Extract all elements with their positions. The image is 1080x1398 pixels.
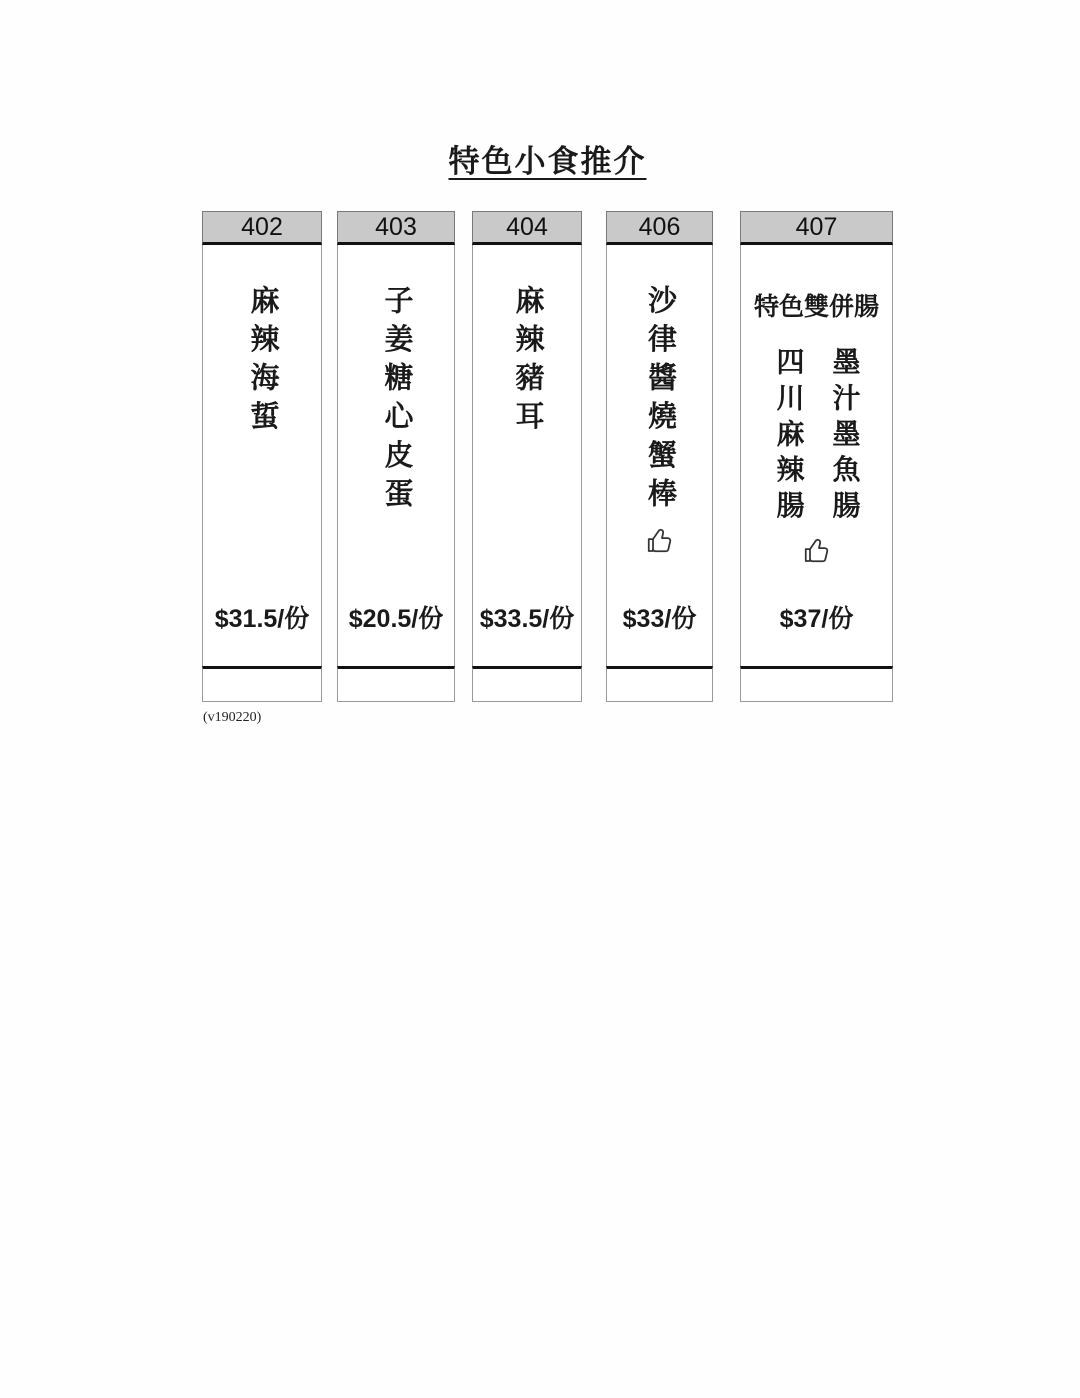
- item-code: 406: [638, 212, 681, 241]
- item-price: $20.5/份: [348, 605, 444, 633]
- item-body: [740, 245, 893, 666]
- item-code-badge: [337, 211, 455, 245]
- item-subname-right: 墨汁墨魚腸: [829, 347, 861, 527]
- menu-item-card-407: [740, 211, 893, 702]
- item-footer-cell: [606, 666, 713, 702]
- item-body: [202, 245, 322, 666]
- menu-item-card-403: [337, 211, 455, 702]
- item-subname-left: 四川麻辣腸: [773, 347, 805, 527]
- item-price: $33.5/份: [479, 605, 575, 633]
- item-body: [472, 245, 582, 666]
- menu-item-card-406: [606, 211, 713, 702]
- item-price: $31.5/份: [214, 605, 310, 633]
- item-code: 407: [795, 212, 838, 241]
- item-body: [606, 245, 713, 666]
- item-subnames: [775, 347, 859, 526]
- item-code-badge: [740, 211, 893, 245]
- item-code-badge: [472, 211, 582, 245]
- item-name-horizontal: 特色雙併腸: [753, 293, 879, 321]
- item-code: 404: [506, 212, 548, 241]
- item-name-vertical: 沙律醬燒蟹棒: [644, 285, 676, 517]
- item-price: $33/份: [622, 605, 697, 633]
- menu-item-card-402: [202, 211, 322, 702]
- item-code: 402: [241, 212, 283, 241]
- item-footer-cell: [202, 666, 322, 702]
- thumbs-up-icon: [802, 536, 832, 566]
- item-footer-cell: [337, 666, 455, 702]
- item-name-vertical: 子姜糖心皮蛋: [380, 285, 413, 517]
- item-body: [337, 245, 455, 666]
- menu-item-card-404: [472, 211, 582, 702]
- version-note: (v190220): [203, 710, 262, 725]
- item-code: 403: [375, 212, 417, 241]
- item-name-vertical: 麻辣海蜇: [246, 285, 279, 440]
- item-footer-cell: [472, 666, 582, 702]
- page-title: 特色小食推介: [448, 144, 647, 179]
- item-price: $37/份: [779, 605, 854, 633]
- item-footer-cell: [740, 666, 893, 702]
- item-name-vertical: 麻辣豬耳: [511, 285, 544, 440]
- thumbs-up-icon: [645, 526, 675, 556]
- item-code-badge: [606, 211, 713, 245]
- item-code-badge: [202, 211, 322, 245]
